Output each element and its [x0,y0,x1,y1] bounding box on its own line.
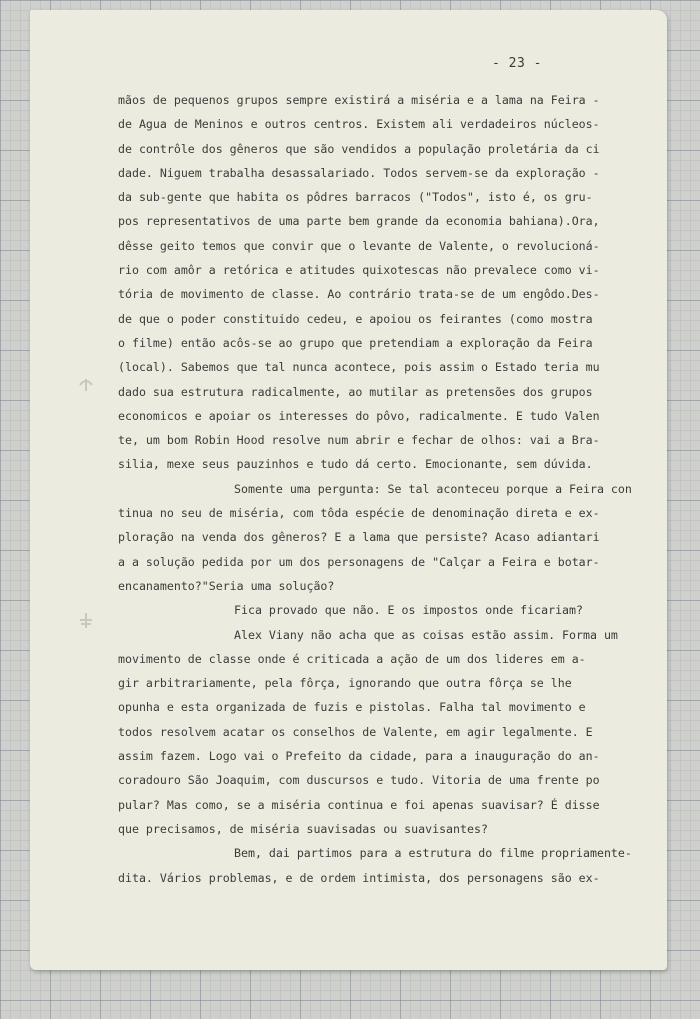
text-line: de Agua de Meninos e outros centros. Existem ali verdadeiros núcleos- [118,117,600,132]
text-line: dêsse geito temos que convir que o levante de Valente, o revolucioná- [118,238,600,253]
text-line: encanamento?"Seria uma solução? [118,578,335,593]
text-line: de que o poder constituido cedeu, e apoiou os feirantes (como mostra [118,311,593,326]
text-line: todos resolvem acatar os conselhos de Valente, em agir legalmente. E [118,724,593,739]
text-line: silia, mexe seus pauzinhos e tudo dá certo. Emocionante, sem dúvida. [118,457,593,472]
text-line: assim fazem. Logo vai o Prefeito da cidade, para a inauguração do an- [118,749,600,764]
punch-mark-icon [76,373,96,393]
text-line: Bem, dai partimos para a estrutura do filme propriamente- [234,846,632,861]
text-line: dita. Vários problemas, e de ordem intimista, dos personagens são ex- [118,870,600,885]
text-line: pular? Mas como, se a miséria continua e foi apenas suavisar? É disse [118,797,600,812]
text-line: te, um bom Robin Hood resolve num abrir e fechar de olhos: vai a Bra- [118,433,600,448]
text-line: o filme) então acôs-se ao grupo que pretendiam a exploração da Feira [118,335,593,350]
text-line: (local). Sabemos que tal nunca acontece, pois assim o Estado teria mu [118,360,600,375]
text-line: opunha e esta organizada de fuzis e pistolas. Falha tal movimento e [118,700,586,715]
text-line: coradouro São Joaquim, com duscursos e tudo. Vitoria de uma frente po [118,773,600,788]
text-line: da sub-gente que habita os pôdres barracos ("Todos", isto é, os gru- [118,190,593,205]
text-line: Somente uma pergunta: Se tal aconteceu porque a Feira con [234,481,632,496]
text-line: economicos e apoiar os interesses do pôvo, radicalmente. E tudo Valen [118,408,600,423]
text-line: de contrôle dos gêneros que são vendidos a população proletária da ci [118,141,600,156]
text-line: dade. Niguem trabalha desassalariado. Todos servem-se da exploração - [118,165,600,180]
text-line: Alex Viany não acha que as coisas estão assim. Forma um [234,627,618,642]
text-line: rio com amôr a retórica e atitudes quixotescas não prevalece como vi- [118,263,600,278]
text-line: tória de movimento de classe. Ao contrário trata-se de um engôdo.Des- [118,287,600,302]
body-text [118,88,658,890]
text-line: gir arbitrariamente, pela fôrça, ignorando que outra fôrça se lhe [118,676,572,691]
text-line: a a solução pedida por um dos personagens de "Calçar a Feira e botar- [118,554,600,569]
page-number: - 23 - [492,56,542,71]
text-line: pos representativos de uma parte bem grande da economia bahiana).Ora, [118,214,600,229]
text-line: ploração na venda dos gêneros? E a lama que persiste? Acaso adiantari [118,530,600,545]
punch-mark-icon [76,610,96,630]
text-line: tinua no seu de miséria, com tôda espécie de denominação direta e ex- [118,506,600,521]
text-line: que precisamos, de miséria suavisadas ou suavisantes? [118,821,488,836]
text-line: Fica provado que não. E os impostos onde ficariam? [234,603,584,618]
text-line: movimento de classe onde é criticada a ação de um dos lideres em a- [118,651,586,666]
text-line: mãos de pequenos grupos sempre existirá a miséria e a lama na Feira - [118,93,600,107]
text-line: dado sua estrutura radicalmente, ao mutilar as pretensões dos grupos [118,384,593,399]
typewritten-page [30,10,667,970]
